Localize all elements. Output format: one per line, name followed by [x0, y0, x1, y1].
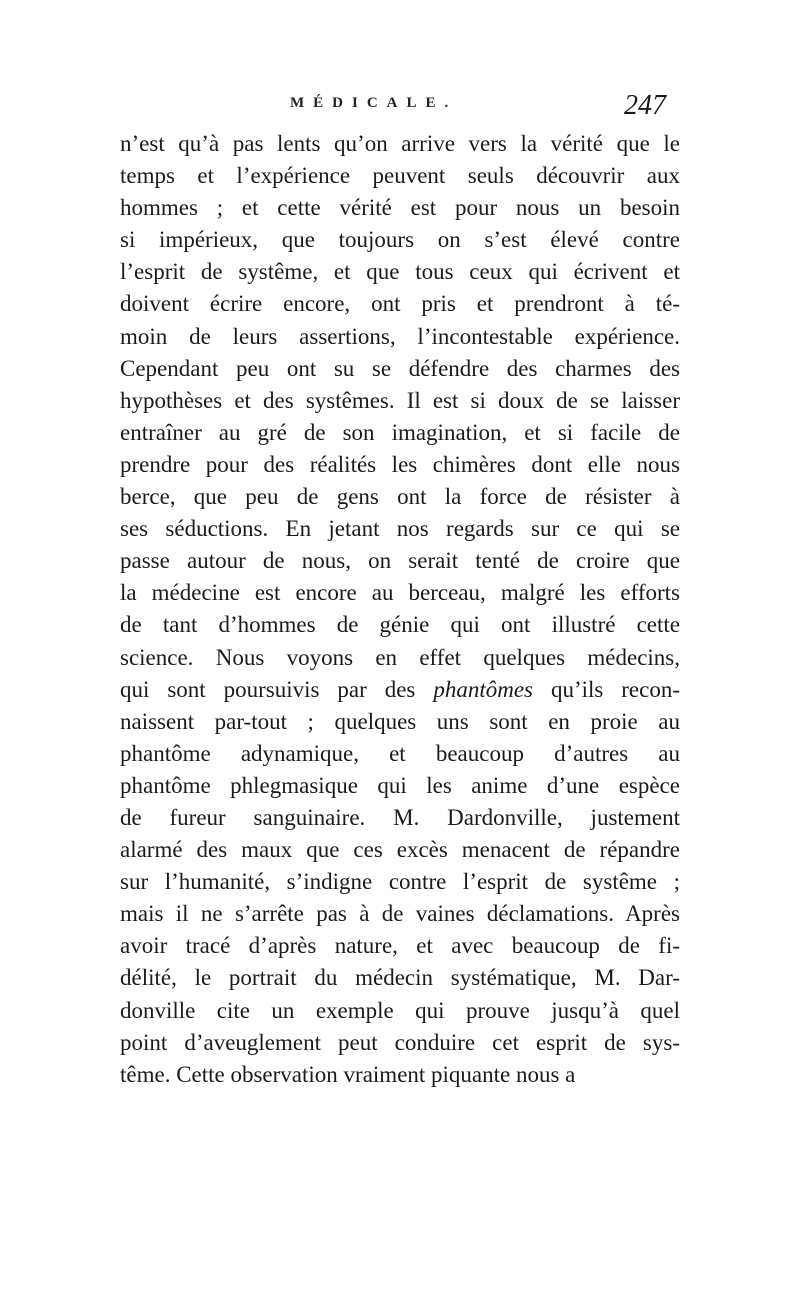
text-segment: qu’ils recon-	[550, 676, 681, 702]
text-line: point d’aveuglement peut conduire cet esprit de sys-	[120, 1029, 680, 1055]
text-line: alarmé des maux que ces excès menacent de répandre	[120, 837, 680, 863]
running-head: MÉDICALE.	[290, 95, 458, 111]
text-line: science. Nous voyons en effet quelques médecins,	[120, 644, 680, 670]
text-line: de tant d’hommes de génie qui ont illustré cette	[120, 612, 680, 638]
text-line: moin de leurs assertions, l’incontestable expérience.	[120, 323, 680, 349]
text-line: hypothèses et des systêmes. Il est si doux de se laisser	[120, 387, 680, 413]
text-line: tême. Cette observation vraiment piquante nous a	[120, 1061, 576, 1087]
text-line: l’esprit de systême, et que tous ceux qui écrivent et	[120, 259, 680, 285]
text-line: mais il ne s’arrête pas à de vaines déclamations. Après	[120, 901, 680, 927]
page-number: 247	[624, 90, 666, 121]
text-line: doivent écrire encore, ont pris et prendront à té-	[120, 291, 680, 317]
text-line: donville cite un exemple qui prouve jusqu’à quel	[120, 997, 680, 1023]
text-line: n’est qu’à pas lents qu’on arrive vers la vérité que le	[120, 131, 680, 156]
text-line: entraîner au gré de son imagination, et si facile de	[120, 419, 680, 445]
text-line: si impérieux, que toujours on s’est élevé contre	[120, 227, 680, 253]
text-line: ses séductions. En jetant nos regards sur ce qui se	[120, 516, 680, 542]
text-line: phantôme phlegmasique qui les anime d’une espèce	[120, 772, 680, 798]
text-line: sur l’humanité, s’indigne contre l’esprit de systême ;	[120, 869, 680, 895]
text-line: la médecine est encore au berceau, malgré les efforts	[120, 580, 680, 606]
text-line: temps et l’expérience peuvent seuls découvrir aux	[120, 163, 680, 189]
text-line: phantôme adynamique, et beaucoup d’autres au	[120, 740, 680, 766]
text-line: passe autour de nous, on serait tenté de croire que	[120, 548, 680, 574]
body-paragraph	[120, 128, 680, 1091]
text-line: hommes ; et cette vérité est pour nous un besoin	[120, 195, 680, 221]
text-line: berce, que peu de gens ont la force de résister à	[120, 484, 680, 510]
text-line: délité, le portrait du médecin systématique, M. Dar-	[120, 965, 680, 991]
text-line: naissent par-tout ; quelques uns sont en proie au	[120, 708, 680, 734]
italic-term: phantômes	[433, 676, 533, 702]
text-line: Cependant peu ont su se défendre des charmes des	[120, 355, 680, 381]
text-line: prendre pour des réalités les chimères dont elle nous	[120, 451, 680, 477]
text-segment: qui sont poursuivis par des	[120, 676, 416, 702]
text-line: avoir tracé d’après nature, et avec beaucoup de fi-	[120, 933, 680, 959]
text-line-mixed	[120, 674, 680, 706]
text-line: de fureur sanguinaire. M. Dardonville, justement	[120, 804, 680, 830]
